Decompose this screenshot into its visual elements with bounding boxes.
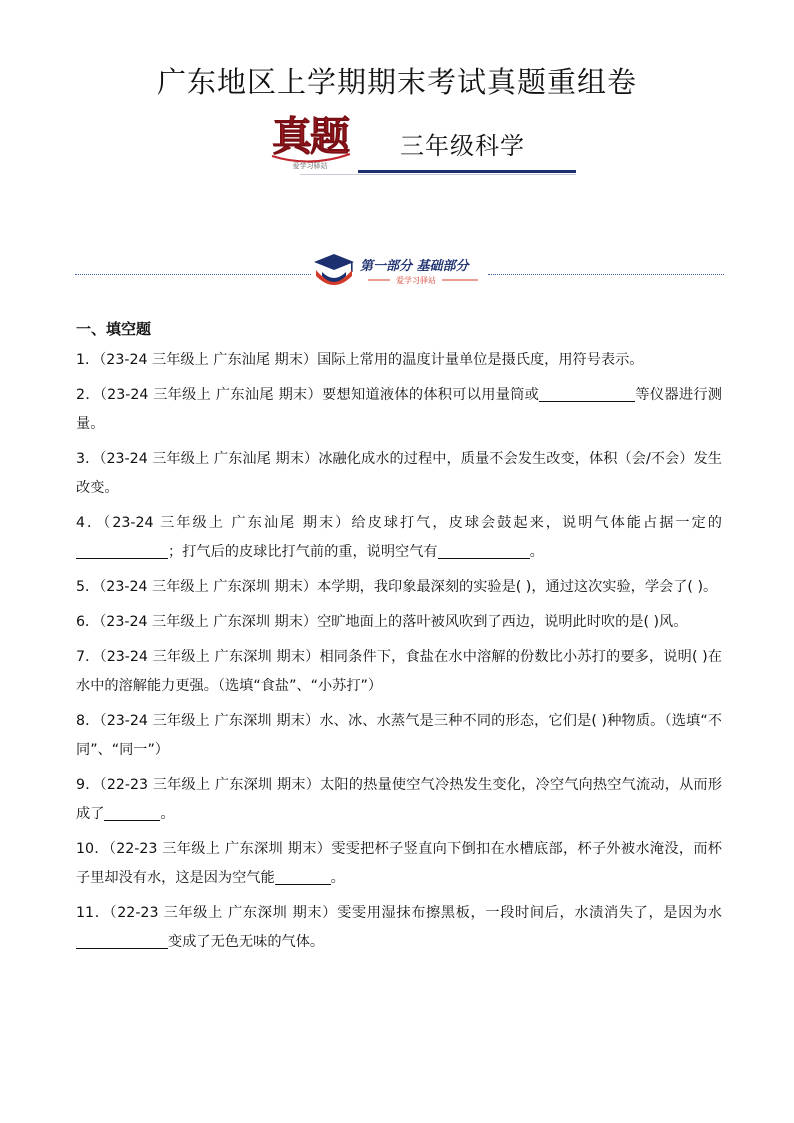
logo-text: 真题	[272, 113, 348, 160]
part-badge	[312, 248, 488, 294]
divider-left	[75, 274, 311, 275]
question-11: 11．（22-23 三年级上 广东深圳 期末）雯雯用湿抹布擦黑板，一段时间后，水渍消失了，是因为水变成了无色无味的气体。	[76, 905, 722, 950]
answer-blank[interactable]	[539, 385, 635, 402]
divider-right	[488, 274, 724, 275]
question-4: 4．（23-24 三年级上 广东汕尾 期末）给皮球打气，皮球会鼓起来，说明气体能占据一定的；打气后的皮球比打气前的重，说明空气有 。	[76, 515, 722, 560]
question-3: 3．（23-24 三年级上 广东汕尾 期末）冰融化成水的过程中，质量不会发生改变，体积（会/不会）发生改变。	[76, 451, 722, 496]
question-9: 9．（22-23 三年级上 广东深圳 期末）太阳的热量使空气冷热发生变化，冷空气向热空气流动，从而形成了 。	[76, 777, 722, 822]
question-6: 6．（23-24 三年级上 广东深圳 期末）空旷地面上的落叶被风吹到了西边，说明此时吹的是( )风。	[76, 614, 688, 630]
answer-blank[interactable]	[438, 542, 530, 559]
subject-underline-thin	[300, 174, 576, 175]
question-1: 1．（23-24 三年级上 广东汕尾 期末）国际上常用的温度计量单位是摄氏度，用符号表示。	[76, 352, 644, 368]
question-10: 10．（22-23 三年级上 广东深圳 期末）雯雯把杯子竖直向下倒扣在水槽底部，杯子外被水淹没，而杯子里却没有水，这是因为空气能 。	[76, 841, 722, 886]
question-7: 7．（23-24 三年级上 广东深圳 期末）相同条件下，食盐在水中溶解的份数比小苏打的要多，说明( )在水中的溶解能力更强。（选填“食盐”、“小苏打”）	[76, 649, 722, 694]
section-title: 一、填空题	[76, 320, 152, 338]
part-sub: 爱学习驿站	[396, 276, 436, 285]
question-5: 5．（23-24 三年级上 广东深圳 期末）本学期，我印象最深刻的实验是( )，通过这次实验，学会了( )。	[76, 579, 718, 595]
answer-blank[interactable]	[104, 804, 160, 821]
subject-underline	[358, 170, 576, 173]
answer-blank[interactable]	[76, 932, 168, 949]
subject-label: 三年级科学	[400, 132, 525, 160]
answer-blank[interactable]	[275, 868, 331, 885]
question-2: 2．（23-24 三年级上 广东汕尾 期末）要想知道液体的体积可以用量筒或 等仪器进行测量。	[76, 387, 722, 432]
page-title: 广东地区上学期期末考试真题重组卷	[156, 65, 637, 99]
graduation-cap-icon	[314, 254, 354, 285]
part-label: 第一部分 基础部分	[360, 259, 469, 274]
logo-sub-text: 爱学习驿站	[292, 162, 328, 170]
answer-blank[interactable]	[76, 542, 168, 559]
zhenti-logo	[258, 110, 362, 172]
question-8: 8．（23-24 三年级上 广东深圳 期末）水、冰、水蒸气是三种不同的形态，它们是( )种物质。（选填“不同”、“同一”）	[76, 713, 722, 758]
question-list	[76, 346, 722, 963]
